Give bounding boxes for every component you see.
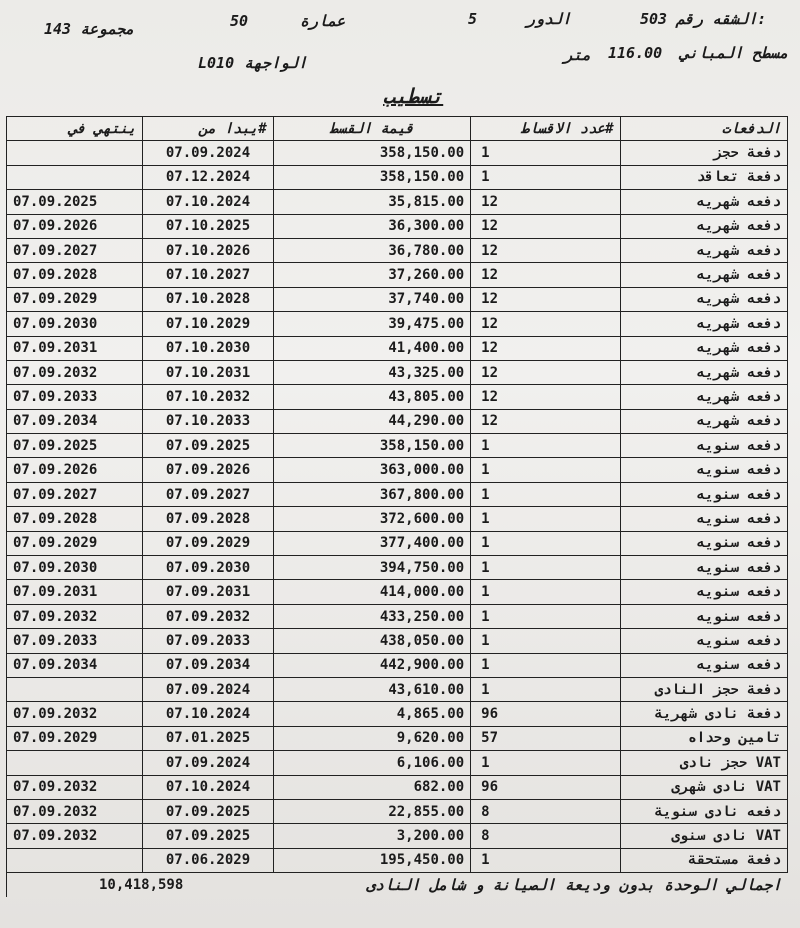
row-installment-value: 39,475.00 xyxy=(273,312,471,336)
row-installment-count: 12 xyxy=(471,385,620,409)
table-body xyxy=(7,141,788,873)
row-installment-value: 41,400.00 xyxy=(273,336,471,360)
row-installment-value: 44,290.00 xyxy=(273,409,471,433)
table-row xyxy=(7,336,788,360)
floor-label: الدور xyxy=(526,10,572,28)
row-installment-value: 682.00 xyxy=(273,775,471,799)
col-header-start: #يبدا من xyxy=(143,117,273,141)
table-row xyxy=(7,604,788,628)
row-start-date: 07.09.2024 xyxy=(143,141,273,165)
row-installment-count: 1 xyxy=(471,458,620,482)
table-row xyxy=(7,848,788,872)
row-installment-value: 37,740.00 xyxy=(273,287,471,311)
table-row xyxy=(7,434,788,458)
row-payment-name: دفعه شهريه xyxy=(620,214,787,238)
row-end-date xyxy=(7,165,143,189)
row-installment-count: 12 xyxy=(471,287,620,311)
row-installment-value: 358,150.00 xyxy=(273,434,471,458)
table-row xyxy=(7,677,788,701)
row-payment-name: دفعه سنويه xyxy=(620,556,787,580)
row-end-date: 07.09.2032 xyxy=(7,799,143,823)
row-end-date xyxy=(7,751,143,775)
area-label: مسطح المباني xyxy=(680,44,789,62)
table-row xyxy=(7,141,788,165)
row-payment-name: دفعه سنويه xyxy=(620,653,787,677)
row-end-date: 07.09.2033 xyxy=(7,629,143,653)
row-payment-name: دفعه سنويه xyxy=(620,434,787,458)
row-start-date: 07.09.2031 xyxy=(143,580,273,604)
area-value: 116.00 xyxy=(608,44,663,62)
row-installment-count: 1 xyxy=(471,580,620,604)
table-row xyxy=(7,238,788,262)
row-installment-value: 3,200.00 xyxy=(273,824,471,848)
row-installment-count: 1 xyxy=(471,531,620,555)
row-payment-name: دفعه شهريه xyxy=(620,190,787,214)
row-installment-count: 1 xyxy=(471,165,620,189)
row-installment-value: 6,106.00 xyxy=(273,751,471,775)
total-label: اجمالي الوحدة بدون وديعة الصيانة و شامل النادى xyxy=(366,875,782,894)
table-header-row xyxy=(7,117,788,141)
row-payment-name: VAT نادى سنوى xyxy=(620,824,787,848)
row-start-date: 07.09.2026 xyxy=(143,458,273,482)
row-start-date: 07.12.2024 xyxy=(143,165,273,189)
row-installment-value: 358,150.00 xyxy=(273,141,471,165)
table-row xyxy=(7,360,788,384)
row-end-date: 07.09.2033 xyxy=(7,385,143,409)
row-installment-value: 358,150.00 xyxy=(273,165,471,189)
table-row xyxy=(7,726,788,750)
row-payment-name: دفعة مستحقة xyxy=(620,848,787,872)
row-installment-count: 96 xyxy=(471,702,620,726)
row-installment-value: 35,815.00 xyxy=(273,190,471,214)
table-row xyxy=(7,190,788,214)
row-start-date: 07.10.2032 xyxy=(143,385,273,409)
row-payment-name: دفعه سنويه xyxy=(620,531,787,555)
row-installment-count: 1 xyxy=(471,653,620,677)
row-payment-name: دفعة حجز xyxy=(620,141,787,165)
row-payment-name: دفعه شهريه xyxy=(620,238,787,262)
facade-value: L010 xyxy=(198,54,235,72)
area-unit: متر xyxy=(564,46,592,64)
row-start-date: 07.10.2027 xyxy=(143,263,273,287)
row-start-date: 07.10.2031 xyxy=(143,360,273,384)
row-start-date: 07.10.2024 xyxy=(143,190,273,214)
table-row xyxy=(7,409,788,433)
row-start-date: 07.09.2025 xyxy=(143,434,273,458)
row-installment-count: 1 xyxy=(471,604,620,628)
row-installment-count: 1 xyxy=(471,629,620,653)
row-end-date: 07.09.2030 xyxy=(7,312,143,336)
row-payment-name: دفعه شهريه xyxy=(620,263,787,287)
table-row xyxy=(7,824,788,848)
row-payment-name: تامين وحداه xyxy=(620,726,787,750)
table-row xyxy=(7,263,788,287)
row-payment-name: VAT نادى شهرى xyxy=(620,775,787,799)
total-label-cell xyxy=(143,873,788,897)
row-installment-count: 57 xyxy=(471,726,620,750)
row-end-date: 07.09.2029 xyxy=(7,287,143,311)
row-installment-value: 363,000.00 xyxy=(273,458,471,482)
row-payment-name: دفعه سنويه xyxy=(620,580,787,604)
row-start-date: 07.09.2030 xyxy=(143,556,273,580)
row-payment-name: دفعه سنويه xyxy=(620,507,787,531)
table-row xyxy=(7,165,788,189)
row-start-date: 07.09.2027 xyxy=(143,482,273,506)
row-installment-count: 12 xyxy=(471,214,620,238)
row-installment-value: 36,780.00 xyxy=(273,238,471,262)
row-end-date: 07.09.2026 xyxy=(7,214,143,238)
row-end-date: 07.09.2032 xyxy=(7,775,143,799)
row-start-date: 07.01.2025 xyxy=(143,726,273,750)
unit-label: الشقه رقم: xyxy=(676,10,767,28)
row-installment-value: 4,865.00 xyxy=(273,702,471,726)
row-start-date: 07.09.2024 xyxy=(143,751,273,775)
row-installment-count: 12 xyxy=(471,360,620,384)
row-payment-name: دفعه سنويه xyxy=(620,604,787,628)
group-text: مجموعة 143 xyxy=(44,20,135,38)
row-installment-count: 1 xyxy=(471,482,620,506)
row-payment-name: دفعه سنويه xyxy=(620,458,787,482)
row-installment-count: 96 xyxy=(471,775,620,799)
row-payment-name: دفعة تعاقد xyxy=(620,165,787,189)
row-start-date: 07.09.2025 xyxy=(143,824,273,848)
row-installment-count: 12 xyxy=(471,336,620,360)
table-row xyxy=(7,580,788,604)
row-start-date: 07.06.2029 xyxy=(143,848,273,872)
row-payment-name: دفعه شهريه xyxy=(620,360,787,384)
row-start-date: 07.10.2029 xyxy=(143,312,273,336)
table-row xyxy=(7,775,788,799)
row-start-date: 07.10.2028 xyxy=(143,287,273,311)
row-end-date: 07.09.2031 xyxy=(7,336,143,360)
row-installment-value: 367,800.00 xyxy=(273,482,471,506)
row-installment-count: 12 xyxy=(471,263,620,287)
row-end-date: 07.09.2028 xyxy=(7,263,143,287)
floor-number: 5 xyxy=(468,10,478,28)
row-payment-name: دفعة نادى شهرية xyxy=(620,702,787,726)
row-payment-name: دفعه نادى سنوية xyxy=(620,799,787,823)
building-label: عمارة xyxy=(300,12,346,30)
table-row xyxy=(7,653,788,677)
row-installment-count: 12 xyxy=(471,190,620,214)
row-end-date: 07.09.2028 xyxy=(7,507,143,531)
row-start-date: 07.09.2028 xyxy=(143,507,273,531)
row-installment-value: 394,750.00 xyxy=(273,556,471,580)
total-value-cell xyxy=(7,873,184,897)
row-payment-name: VAT حجز نادى xyxy=(620,751,787,775)
row-end-date: 07.09.2029 xyxy=(7,726,143,750)
row-installment-value: 433,250.00 xyxy=(273,604,471,628)
building-number: 50 xyxy=(230,12,249,30)
row-installment-value: 9,620.00 xyxy=(273,726,471,750)
row-end-date: 07.09.2025 xyxy=(7,190,143,214)
row-start-date: 07.10.2024 xyxy=(143,775,273,799)
row-end-date xyxy=(7,141,143,165)
row-end-date: 07.09.2029 xyxy=(7,531,143,555)
row-end-date xyxy=(7,677,143,701)
row-installment-count: 1 xyxy=(471,848,620,872)
table-row xyxy=(7,287,788,311)
table-row xyxy=(7,629,788,653)
row-installment-value: 43,610.00 xyxy=(273,677,471,701)
facade-label: الواجهة xyxy=(244,54,308,72)
row-installment-value: 372,600.00 xyxy=(273,507,471,531)
row-end-date: 07.09.2027 xyxy=(7,482,143,506)
row-installment-value: 377,400.00 xyxy=(273,531,471,555)
row-installment-count: 8 xyxy=(471,799,620,823)
row-payment-name: دفعة حجز النادى xyxy=(620,677,787,701)
row-installment-count: 12 xyxy=(471,409,620,433)
col-header-name: الدفعات xyxy=(620,117,787,141)
col-header-count: #عدد الاقساط xyxy=(471,117,620,141)
table-row xyxy=(7,312,788,336)
row-payment-name: دفعه سنويه xyxy=(620,482,787,506)
total-value: 10,418,598 xyxy=(99,876,184,893)
row-start-date: 07.10.2033 xyxy=(143,409,273,433)
row-payment-name: دفعه شهريه xyxy=(620,336,787,360)
row-installment-value: 43,325.00 xyxy=(273,360,471,384)
row-start-date: 07.10.2030 xyxy=(143,336,273,360)
row-end-date: 07.09.2032 xyxy=(7,824,143,848)
row-end-date: 07.09.2025 xyxy=(7,434,143,458)
table-row xyxy=(7,799,788,823)
row-end-date: 07.09.2031 xyxy=(7,580,143,604)
row-installment-value: 438,050.00 xyxy=(273,629,471,653)
row-start-date: 07.09.2034 xyxy=(143,653,273,677)
total-row xyxy=(7,873,788,897)
row-start-date: 07.09.2029 xyxy=(143,531,273,555)
row-payment-name: دفعه سنويه xyxy=(620,629,787,653)
payment-schedule-table xyxy=(6,116,788,897)
row-installment-value: 22,855.00 xyxy=(273,799,471,823)
row-end-date: 07.09.2032 xyxy=(7,702,143,726)
table-row xyxy=(7,482,788,506)
col-header-value: قيمة القسط xyxy=(273,117,471,141)
row-end-date: 07.09.2034 xyxy=(7,653,143,677)
row-end-date: 07.09.2032 xyxy=(7,360,143,384)
table-row xyxy=(7,458,788,482)
row-installment-count: 8 xyxy=(471,824,620,848)
row-start-date: 07.10.2025 xyxy=(143,214,273,238)
row-payment-name: دفعه شهريه xyxy=(620,312,787,336)
row-payment-name: دفعه شهريه xyxy=(620,287,787,311)
table-row xyxy=(7,507,788,531)
row-installment-count: 12 xyxy=(471,312,620,336)
row-installment-value: 43,805.00 xyxy=(273,385,471,409)
row-installment-count: 1 xyxy=(471,141,620,165)
row-start-date: 07.10.2024 xyxy=(143,702,273,726)
table-row xyxy=(7,385,788,409)
row-end-date: 07.09.2027 xyxy=(7,238,143,262)
page-title: تسطيب xyxy=(383,84,444,108)
row-installment-value: 37,260.00 xyxy=(273,263,471,287)
row-installment-count: 12 xyxy=(471,238,620,262)
row-installment-count: 1 xyxy=(471,751,620,775)
row-start-date: 07.09.2024 xyxy=(143,677,273,701)
row-end-date: 07.09.2034 xyxy=(7,409,143,433)
row-start-date: 07.09.2032 xyxy=(143,604,273,628)
row-installment-count: 1 xyxy=(471,677,620,701)
row-installment-count: 1 xyxy=(471,556,620,580)
table-row xyxy=(7,214,788,238)
table-row xyxy=(7,702,788,726)
row-start-date: 07.09.2033 xyxy=(143,629,273,653)
table-row xyxy=(7,751,788,775)
row-end-date: 07.09.2030 xyxy=(7,556,143,580)
table-row xyxy=(7,531,788,555)
row-end-date: 07.09.2032 xyxy=(7,604,143,628)
table-row xyxy=(7,556,788,580)
row-start-date: 07.09.2025 xyxy=(143,799,273,823)
row-installment-value: 36,300.00 xyxy=(273,214,471,238)
col-header-end: ينتهي في xyxy=(7,117,143,141)
row-installment-value: 414,000.00 xyxy=(273,580,471,604)
row-installment-value: 195,450.00 xyxy=(273,848,471,872)
row-installment-value: 442,900.00 xyxy=(273,653,471,677)
row-installment-count: 1 xyxy=(471,507,620,531)
unit-number: 503 xyxy=(640,10,668,28)
row-end-date xyxy=(7,848,143,872)
row-end-date: 07.09.2026 xyxy=(7,458,143,482)
row-start-date: 07.10.2026 xyxy=(143,238,273,262)
row-payment-name: دفعه شهريه xyxy=(620,385,787,409)
row-installment-count: 1 xyxy=(471,434,620,458)
row-payment-name: دفعه شهريه xyxy=(620,409,787,433)
